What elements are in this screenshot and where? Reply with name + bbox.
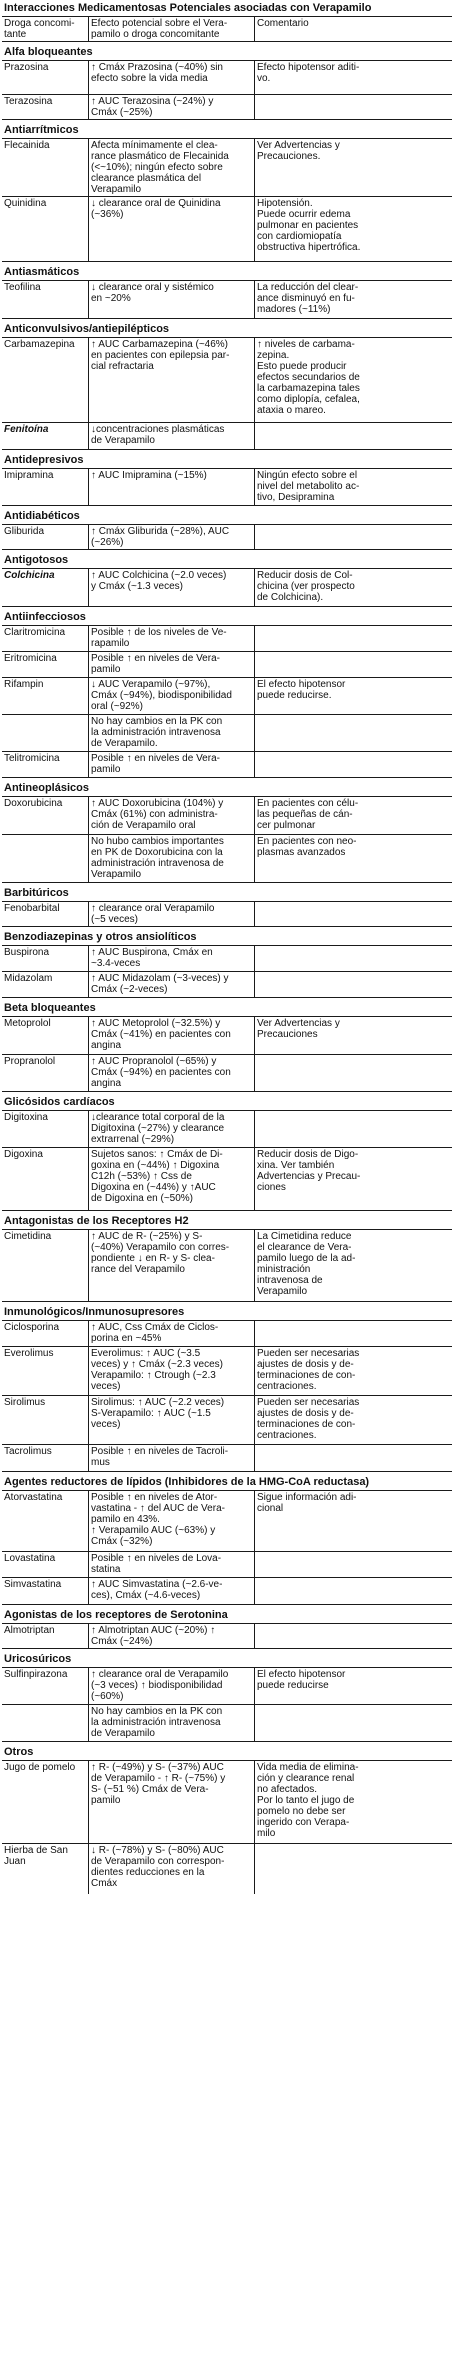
table-row	[2, 281, 452, 318]
drug-cell: Metoprolol	[4, 1018, 51, 1029]
drug-cell: Sulfinpirazona	[4, 1669, 68, 1680]
effect-cell: Sujetos sanos: ↑ Cmáx de Di- goxina en (~44%) ↑ Digoxina C12h (~53%) ↑ Css de Digoxina en (~44%) y ↑AUC de Digoxina en (~50%)	[88, 1148, 254, 1210]
drug-cell: Flecainida	[4, 140, 50, 151]
effect-cell: ↑ Cmáx Prazosina (~40%) sin efecto sobre la vida media	[88, 61, 254, 94]
comment-cell	[254, 1055, 452, 1091]
comment-cell: Hipotensión. Puede ocurrir edema pulmonar en pacientes con cardiomiopatía obstructiva hipertrófica.	[254, 197, 452, 261]
section-heading: Antiasmáticos	[2, 261, 452, 281]
drug-cell: Lovastatina	[4, 1553, 56, 1564]
table-row	[2, 1230, 452, 1301]
table-row	[2, 651, 452, 677]
table-body	[2, 41, 452, 1894]
effect-cell: Posible ↑ en niveles de Tacroli- mus	[88, 1445, 254, 1471]
section-heading: Antidepresivos	[2, 449, 452, 469]
section-heading: Benzodiazepinas y otros ansiolíticos	[2, 926, 452, 946]
drug-cell: Almotriptan	[4, 1625, 55, 1636]
table-row	[2, 1054, 452, 1091]
table-row	[2, 139, 452, 196]
comment-cell	[254, 423, 452, 449]
drug-cell: Teofilina	[4, 282, 41, 293]
comment-cell: Sigue información adi- cional	[254, 1491, 452, 1551]
effect-cell: ↑ AUC Buspirona, Cmáx en ~3.4-veces	[88, 946, 254, 971]
drug-cell: Everolimus	[4, 1348, 54, 1359]
comment-cell: Efecto hipotensor aditi- vo.	[254, 61, 452, 94]
section-heading: Uricosúricos	[2, 1648, 452, 1668]
effect-cell: Posible ↑ de los niveles de Ve- rapamilo	[88, 626, 254, 651]
section-heading: Otros	[2, 1741, 452, 1761]
comment-cell: El efecto hipotensor puede reducirse	[254, 1668, 452, 1704]
table-row	[2, 1147, 452, 1210]
effect-cell: Posible ↑ en niveles de Ator- vastatina - ↑ del AUC de Vera- pamilo en 43%. ↑ Verapamilo AUC (~63%) y Cmáx (~32%)	[88, 1491, 254, 1551]
drug-cell: Imipramina	[4, 470, 54, 481]
table-row	[2, 1577, 452, 1604]
comment-cell	[254, 1624, 452, 1648]
drug-cell: Terazosina	[4, 96, 53, 107]
table-row	[2, 677, 452, 714]
table-row	[2, 1395, 452, 1444]
comment-cell	[254, 652, 452, 677]
section-heading: Inmunológicos/Inmunosupresores	[2, 1301, 452, 1321]
comment-cell: Ver Advertencias y Precauciones.	[254, 139, 452, 196]
table-row	[2, 61, 452, 94]
effect-cell: ↑ clearance oral de Verapamilo (~3 veces) ↑ biodisponibilidad (~60%)	[88, 1668, 254, 1704]
table-row	[2, 1017, 452, 1054]
table-row	[2, 797, 452, 834]
table-row	[2, 569, 452, 606]
effect-cell: ↑ AUC Doxorubicina (104%) y Cmáx (61%) con administra- ción de Verapamilo oral	[88, 797, 254, 834]
effect-cell: Everolimus: ↑ AUC (~3.5 veces) y ↑ Cmáx (~2.3 veces) Verapamilo: ↑ Ctrough (~2.3 veces)	[88, 1347, 254, 1395]
drug-cell: Fenobarbital	[4, 903, 60, 914]
drug-cell: Digoxina	[4, 1149, 43, 1160]
header-effect: Efecto potencial sobre el Vera- pamilo o droga concomitante	[88, 17, 254, 41]
table-row	[2, 1551, 452, 1577]
comment-cell: En pacientes con neo- plasmas avanzados	[254, 835, 452, 882]
drug-cell: Midazolam	[4, 973, 53, 984]
drug-cell: Quinidina	[4, 198, 47, 209]
table-row	[2, 525, 452, 549]
drug-cell: Buspirona	[4, 947, 50, 958]
effect-cell: ↑ AUC Midazolam (~3-veces) y Cmáx (~2-veces)	[88, 972, 254, 997]
drug-cell: Simvastatina	[4, 1579, 62, 1590]
effect-cell: ↑ AUC Colchicina (~2.0 veces) y Cmáx (~1.3 veces)	[88, 569, 254, 606]
effect-cell: ↑ AUC Imipramina (~15%)	[88, 469, 254, 505]
table-row	[2, 1624, 452, 1648]
comment-cell: La Cimetidina reduce el clearance de Vera- pamilo luego de la ad- ministración intravenosa de Verapamilo	[254, 1230, 452, 1301]
comment-cell: ↑ niveles de carbama- zepina. Esto puede producir efectos secundarios de la carbamazepina tales como diplopía, cefalea, ataxia o mareo.	[254, 338, 452, 422]
table-row	[2, 1491, 452, 1551]
effect-cell: ↑ AUC, Css Cmáx de Ciclos- porina en ~45%	[88, 1321, 254, 1346]
comment-cell	[254, 902, 452, 926]
effect-cell: ↑ AUC de R- (~25%) y S- (~40%) Verapamilo con corres- pondiente ↓ en R- y S- clea- rance del Verapamilo	[88, 1230, 254, 1301]
table-row	[2, 902, 452, 926]
section-heading: Antigotosos	[2, 549, 452, 569]
drug-cell: Digitoxina	[4, 1112, 48, 1123]
header-comment: Comentario	[254, 17, 452, 41]
drug-cell: Eritromicina	[4, 653, 57, 664]
table-row	[2, 751, 452, 777]
table-row	[2, 1668, 452, 1704]
drug-cell: Sirolimus	[4, 1397, 46, 1408]
table-row	[2, 714, 452, 751]
section-heading: Agonistas de los receptores de Serotonina	[2, 1604, 452, 1624]
effect-cell: ↓ R- (~78%) y S- (~80%) AUC de Verapamilo con correspon- dientes reducciones en la Cmáx	[88, 1844, 254, 1894]
effect-cell: No hay cambios en la PK con la administración intravenosa de Verapamilo.	[88, 715, 254, 751]
comment-cell	[254, 1578, 452, 1604]
section-heading: Alfa bloqueantes	[2, 41, 452, 61]
section-heading: Antiarrítmicos	[2, 119, 452, 139]
comment-cell: La reducción del clear- ance disminuyó en fu- madores (~11%)	[254, 281, 452, 318]
table-row	[2, 1843, 452, 1894]
table-row	[2, 338, 452, 422]
comment-cell: Ver Advertencias y Precauciones	[254, 1017, 452, 1054]
table-row	[2, 834, 452, 882]
drug-cell: Jugo de pomelo	[4, 1762, 76, 1773]
effect-cell: ↓ clearance oral y sistémico en ~20%	[88, 281, 254, 318]
comment-cell	[254, 946, 452, 971]
drug-cell	[2, 835, 88, 882]
header-drug: Droga concomi- tante	[4, 18, 75, 40]
comment-cell	[254, 972, 452, 997]
drug-cell: Gliburida	[4, 526, 45, 537]
comment-cell: Reducir dosis de Digo- xina. Ver también Advertencias y Precau- ciones	[254, 1148, 452, 1210]
section-heading: Agentes reductores de lípidos (Inhibidores de la HMG-CoA reductasa)	[2, 1471, 452, 1491]
comment-cell	[254, 626, 452, 651]
section-heading: Anticonvulsivos/antiepilépticos	[2, 318, 452, 338]
table-row	[2, 196, 452, 261]
comment-cell: En pacientes con célu- las pequeñas de cán- cer pulmonar	[254, 797, 452, 834]
comment-cell: Reducir dosis de Col- chicina (ver prospecto de Colchicina).	[254, 569, 452, 606]
comment-cell	[254, 1552, 452, 1577]
effect-cell: ↑ Almotriptan AUC (~20%) ↑ Cmáx (~24%)	[88, 1624, 254, 1648]
effect-cell: Posible ↑ en niveles de Lova- statina	[88, 1552, 254, 1577]
effect-cell: ↑ AUC Carbamazepina (~46%) en pacientes con epilepsia par- cial refractaria	[88, 338, 254, 422]
drug-cell: Doxorubicina	[4, 798, 63, 809]
table-row	[2, 469, 452, 505]
effect-cell: ↑ AUC Propranolol (~65%) y Cmáx (~94%) en pacientes con angina	[88, 1055, 254, 1091]
effect-cell: No hubo cambios importantes en PK de Doxorubicina con la administración intravenosa de Verapamilo	[88, 835, 254, 882]
effect-cell: Afecta mínimamente el clea- rance plasmático de Flecainida (<~10%); ningún efecto sobre clearance plasmática del Verapamilo	[88, 139, 254, 196]
drug-cell: Ciclosporina	[4, 1322, 60, 1333]
drug-cell	[2, 1705, 88, 1741]
drug-cell: Atorvastatina	[4, 1492, 63, 1503]
comment-cell	[254, 715, 452, 751]
effect-cell: ↑ Cmáx Gliburida (~28%), AUC (~26%)	[88, 525, 254, 549]
table-row	[2, 94, 452, 119]
drug-cell: Fenitoína	[4, 424, 49, 435]
comment-cell: Vida media de elimina- ción y clearance renal no afectados. Por lo tanto el jugo de pomelo no debe ser ingerido con Verapa- milo	[254, 1761, 452, 1843]
effect-cell: No hay cambios en la PK con la administración intravenosa de Verapamilo	[88, 1705, 254, 1741]
table-title: Interacciones Medicamentosas Potenciales asociadas con Verapamilo	[4, 2, 372, 14]
comment-cell: El efecto hipotensor puede reducirse.	[254, 678, 452, 714]
section-heading: Beta bloqueantes	[2, 997, 452, 1017]
effect-cell: ↑ R- (~49%) y S- (~37%) AUC de Verapamilo - ↑ R- (~75%) y S- (~51 %) Cmáx de Vera- pamilo	[88, 1761, 254, 1843]
comment-cell	[254, 1445, 452, 1471]
section-heading: Glicósidos cardíacos	[2, 1091, 452, 1111]
drug-cell	[2, 715, 88, 751]
section-heading: Antidiabéticos	[2, 505, 452, 525]
effect-cell: Sirolimus: ↑ AUC (~2.2 veces) S-Verapamilo: ↑ AUC (~1.5 veces)	[88, 1396, 254, 1444]
drug-cell: Rifampin	[4, 679, 44, 690]
table-row	[2, 971, 452, 997]
effect-cell: ↓ clearance oral de Quinidina (~36%)	[88, 197, 254, 261]
comment-cell: Ningún efecto sobre el nivel del metabolito ac- tivo, Desipramina	[254, 469, 452, 505]
effect-cell: ↑ clearance oral Verapamilo (~5 veces)	[88, 902, 254, 926]
section-heading: Barbitúricos	[2, 882, 452, 902]
comment-cell: Pueden ser necesarias ajustes de dosis y de- terminaciones de con- centraciones.	[254, 1347, 452, 1395]
section-heading: Antiinfecciosos	[2, 606, 452, 626]
effect-cell: Posible ↑ en niveles de Vera- pamilo	[88, 652, 254, 677]
effect-cell: ↑ AUC Terazosina (~24%) y Cmáx (~25%)	[88, 95, 254, 119]
drug-cell: Prazosina	[4, 62, 49, 73]
effect-cell: ↓clearance total corporal de la Digitoxina (~27%) y clearance extrarrenal (~29%)	[88, 1111, 254, 1147]
comment-cell	[254, 525, 452, 549]
interactions-table	[2, 2, 452, 1894]
section-heading: Antineoplásicos	[2, 777, 452, 797]
drug-cell: Claritromicina	[4, 627, 66, 638]
drug-cell: Tacrolimus	[4, 1446, 52, 1457]
effect-cell: ↑ AUC Simvastatina (~2.6-ve- ces), Cmáx (~4.6-veces)	[88, 1578, 254, 1604]
drug-cell: Telitromicina	[4, 753, 60, 764]
drug-cell: Cimetidina	[4, 1231, 52, 1242]
table-row	[2, 626, 452, 651]
comment-cell	[254, 1111, 452, 1147]
effect-cell: Posible ↑ en niveles de Vera- pamilo	[88, 752, 254, 777]
table-row	[2, 1704, 452, 1741]
table-row	[2, 1111, 452, 1147]
comment-cell	[254, 1321, 452, 1346]
drug-cell: Hierba de San Juan	[4, 1845, 68, 1867]
comment-cell	[254, 1844, 452, 1894]
effect-cell: ↑ AUC Metoprolol (~32.5%) y Cmáx (~41%) en pacientes con angina	[88, 1017, 254, 1054]
table-row	[2, 422, 452, 449]
drug-cell: Carbamazepina	[4, 339, 75, 350]
drug-cell: Colchicina	[4, 570, 55, 581]
effect-cell: ↓ AUC Verapamilo (~97%), Cmáx (~94%), biodisponibilidad oral (~92%)	[88, 678, 254, 714]
table-row	[2, 1761, 452, 1843]
comment-cell	[254, 752, 452, 777]
table-row	[2, 1346, 452, 1395]
header-row	[2, 16, 452, 41]
table-row	[2, 946, 452, 971]
drug-cell: Propranolol	[4, 1056, 56, 1067]
comment-cell	[254, 95, 452, 119]
comment-cell	[254, 1705, 452, 1741]
effect-cell: ↓concentraciones plasmáticas de Verapamilo	[88, 423, 254, 449]
comment-cell: Pueden ser necesarias ajustes de dosis y de- terminaciones de con- centraciones.	[254, 1396, 452, 1444]
table-row	[2, 1444, 452, 1471]
section-heading: Antagonistas de los Receptores H2	[2, 1210, 452, 1230]
table-row	[2, 1321, 452, 1346]
